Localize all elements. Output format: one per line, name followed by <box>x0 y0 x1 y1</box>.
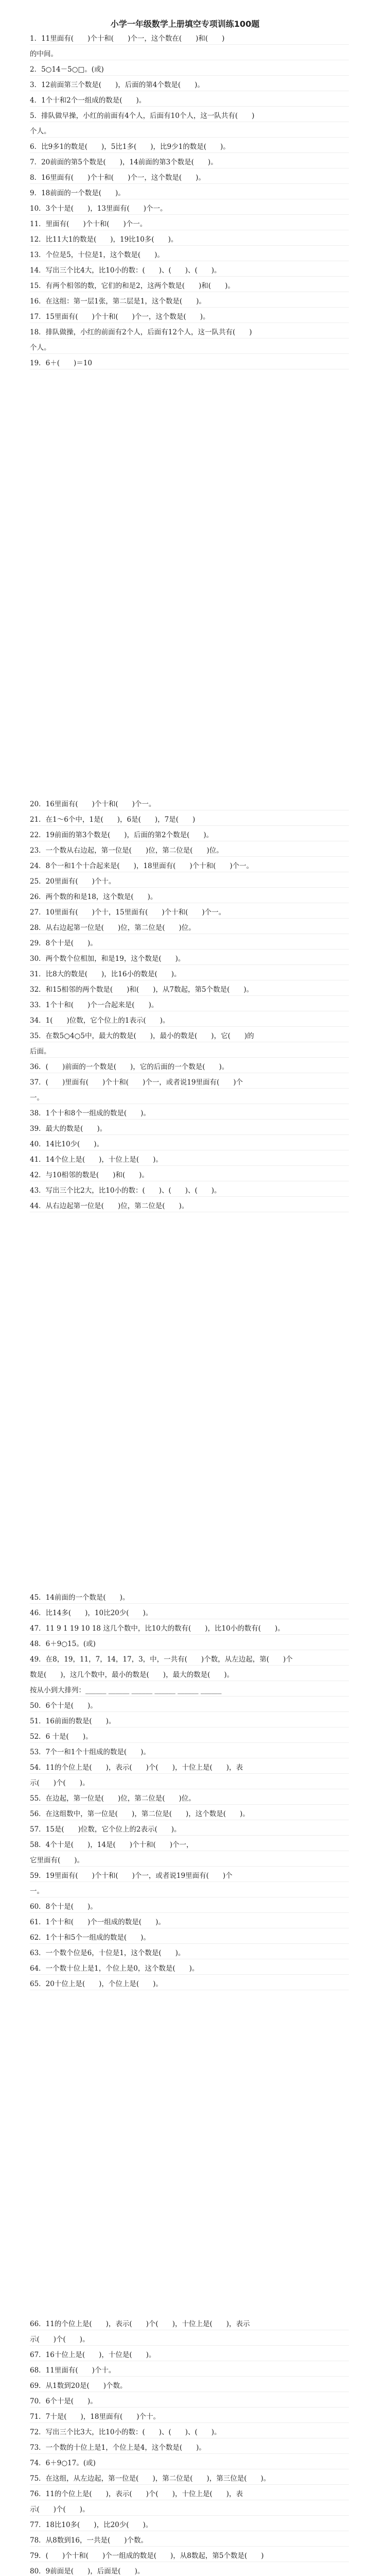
question-line: 80．9前面是( )，后面是( )。 <box>30 2566 349 2576</box>
question-line: 54．11的个位上是( )，表示( )个( )，十位上是( )，表 <box>30 1762 349 1774</box>
question-line: 24．8个一和1个十合起来是( )，18里面有( )个十和( )个一。 <box>30 860 349 872</box>
question-line: 60．8个十是( )。 <box>30 1901 349 1913</box>
question-line: 65．20十位上是( )，个位上是( )。 <box>30 1978 349 1990</box>
page-title: 小学一年级数学上册填空专项训练100题 <box>110 19 260 29</box>
question-line: 21．在1～6个中，1是( )，6是( )，7是( ) <box>30 814 349 826</box>
question-line: 后面。 <box>30 1046 349 1058</box>
question-line: 40．14比10少( )。 <box>30 1139 349 1150</box>
question-line: 36．( )前面的一个数是( )，它的后面的一个数是( )。 <box>30 1061 349 1073</box>
question-line: 3．12前面第三个数是( )，后面的第4个数是( )。 <box>30 79 349 91</box>
question-line: 19．6＋( )＝10 <box>30 358 349 369</box>
question-line: 74．6＋9○17。(或) <box>30 2458 349 2469</box>
question-line: 27．10里面有( )个十，15里面有( )个十和( )个一。 <box>30 907 349 919</box>
question-line: 2．5○14－5○□。(或) <box>30 64 349 76</box>
question-line: 17．15里面有( )个十和( )个一，这个数是( )。 <box>30 311 349 323</box>
question-line: 47．11 9 1 19 10 18 这几个数中，比10大的数有( )，比10小的数有( )。 <box>30 1623 349 1635</box>
question-line: 22．19前面的第3个数是( )，后面的第2个数是( )。 <box>30 829 349 841</box>
question-line: 18．排队做操，小红的前面有2个人，后面有12个人，这一队共有( ) <box>30 327 349 338</box>
question-line: 6．比9多1的数是( )，5比1多( )，比9少1的数是( )。 <box>30 141 349 153</box>
question-line: 28．从右边起第一位是( )位，第二位是( )位。 <box>30 922 349 934</box>
question-line: 35．在数5○4○5中，最大的数是( )，最小的数是( )，它( )的 <box>30 1030 349 1042</box>
question-line: 42．与10相邻的数是( )和( )。 <box>30 1170 349 1181</box>
question-line: 25．20里面有( )个十。 <box>30 876 349 888</box>
question-line: 30．两个数个位相加，和是19，这个数是( )。 <box>30 953 349 965</box>
question-line: 33．1个十和( )个一合起来是( )。 <box>30 999 349 1011</box>
question-line: 41．14个位上是( )，十位上是( )。 <box>30 1154 349 1166</box>
question-line: 70．6个十是( )。 <box>30 2396 349 2408</box>
question-line: 23．一个数从右边起，第一位是( )位，第二位是( )位。 <box>30 845 349 857</box>
question-line: 16．在这组：第一层1张，第二层是1，这个数是( )。 <box>30 296 349 308</box>
question-line: 10．3个十是( )，13里面有( )个一。 <box>30 203 349 215</box>
question-line: 7．20前面的第5个数是( )，14前面的第3个数是( )。 <box>30 157 349 168</box>
question-line: 数是( )，这几个数中，最小的数是( )，最大的数是( )。 <box>30 1669 349 1681</box>
question-line: 52．6 十是( )。 <box>30 1731 349 1743</box>
question-line: 4．1个十和2个一组成的数是( )。 <box>30 95 349 107</box>
question-line: 26．两个数的和是18，这个数是( )。 <box>30 891 349 903</box>
question-line: 79．( )个十和( )个一组成的数是( )，从8数起，第5个数是( ) <box>30 2550 349 2562</box>
question-line: 48．6＋9○15。(或) <box>30 1638 349 1650</box>
question-line: 75．在这组，从左边起，第一位是( )，第二位是( )，第三位是( )。 <box>30 2473 349 2485</box>
question-line: 一。 <box>30 1092 349 1104</box>
question-line: 55．在边起，第一位是( )位，第二位是( )位。 <box>30 1793 349 1805</box>
question-line: 一。 <box>30 1886 349 1897</box>
question-line: 69．从1数到20是( )个数。 <box>30 2380 349 2392</box>
question-line: 29．8个十是( )。 <box>30 938 349 950</box>
question-line: 的中间。 <box>30 48 349 60</box>
question-line: 15．有两个相邻的数，它们的和是2，这两个数是( )和( )。 <box>30 280 349 292</box>
question-line: 示( )个( )。 <box>30 2334 349 2346</box>
question-line: 67．16十位上是( )，十位是( )。 <box>30 2349 349 2361</box>
question-line: 71．7十是( )，18里面有( )个十。 <box>30 2411 349 2423</box>
question-line: 37．( )里面有( )个十和( )个一，或者说19里面有( )个 <box>30 1077 349 1089</box>
question-line: 49．在8，19，11，7，14，17，3，中，一共有( )个数，从左边起，第( )个 <box>30 1654 349 1666</box>
question-line: 72．写出三个比3大，比10小的数：( )、( )、( )。 <box>30 2427 349 2438</box>
question-line: 66．11的个位上是( )，表示( )个( )，十位上是( )，表示 <box>30 2318 349 2330</box>
question-line: 50．6个十是( )。 <box>30 1700 349 1712</box>
question-line: 示( )个( )。 <box>30 2504 349 2516</box>
question-line: 68．11里面有( )个十。 <box>30 2365 349 2377</box>
question-line: 77．18比10多( )，比20少( )。 <box>30 2519 349 2531</box>
question-line: 46．比14多( )，10比20少( )。 <box>30 1607 349 1619</box>
question-line: 按从小到大排列：______ ______ ______ ______ ______ ______ <box>30 1685 349 1697</box>
question-line: 12．比11大1的数是( )，19比10多( )。 <box>30 234 349 246</box>
question-line: 73．一个数的十位上是1，个位上是4，这个数是( )。 <box>30 2442 349 2454</box>
question-line: 11．里面有( )个十和( )个一。 <box>30 218 349 230</box>
question-line: 59．19里面有( )个十和( )个一，或者说19里面有( )个 <box>30 1870 349 1882</box>
question-line: 45．14前面的一个数是( )。 <box>30 1592 349 1604</box>
question-line: 57．15是( )位数，它个位上的2表示( )。 <box>30 1824 349 1836</box>
question-line: 53．7个一和1个十组成的数是( )。 <box>30 1747 349 1758</box>
question-line: 78．从8数到16，一共是( )个数。 <box>30 2535 349 2547</box>
question-line: 56．在这组数中，第一位是( )，第二位是( )，这个数是( )。 <box>30 1808 349 1820</box>
question-line: 20．16里面有( )个十和( )个一。 <box>30 799 349 810</box>
question-line: 个人。 <box>30 342 349 354</box>
question-line: 58．4个十是( )，14是( )个十和( )个一， <box>30 1839 349 1851</box>
question-line: 它里面有( )。 <box>30 1855 349 1867</box>
question-line: 63．一个数个位是6，十位是1，这个数是( )。 <box>30 1947 349 1959</box>
question-line: 31．比8大的数是( )，比16小的数是( )。 <box>30 969 349 980</box>
question-line: 62．1个十和5个一组成的数是( )。 <box>30 1932 349 1944</box>
question-line: 38．1个十和8个一组成的数是( )。 <box>30 1108 349 1120</box>
question-line: 51．16前面的数是( )。 <box>30 1716 349 1727</box>
question-line: 64．一个数十位上是1，个位上是0，这个数是( )。 <box>30 1963 349 1975</box>
question-line: 76．11的个位上是( )，表示( )个( )，十位上是( )，表 <box>30 2488 349 2500</box>
question-line: 示( )个( )。 <box>30 1777 349 1789</box>
question-line: 8．16里面有( )个十和( )个一，这个数是( )。 <box>30 172 349 184</box>
question-line: 32．和15相邻的两个数是( )和( )，从7数起，第5个数是( )。 <box>30 984 349 996</box>
question-line: 5．排队做早操，小红的前面有4个人，后面有10个人，这一队共有( ) <box>30 110 349 122</box>
question-line: 34．1( )位数，它个位上的1表示( )。 <box>30 1015 349 1027</box>
question-line: 61．1个十和( )个一组成的数是( )。 <box>30 1917 349 1928</box>
question-line: 1．11里面有( )个十和( )个一，这个数在( )和( ) <box>30 33 349 45</box>
question-line: 13．个位是5，十位是1，这个数是( )。 <box>30 249 349 261</box>
question-line: 14．写出三个比4大，比10小的数：( )、( )、( )。 <box>30 265 349 277</box>
question-line: 43．写出三个比2大，比10小的数：( )、( )、( )。 <box>30 1185 349 1197</box>
question-line: 44．从右边起第一位是( )位，第二位是( )。 <box>30 1200 349 1212</box>
question-line: 个人。 <box>30 126 349 138</box>
question-line: 9．18前面的一个数是( )。 <box>30 188 349 199</box>
question-line: 39．最大的数是( )。 <box>30 1123 349 1135</box>
